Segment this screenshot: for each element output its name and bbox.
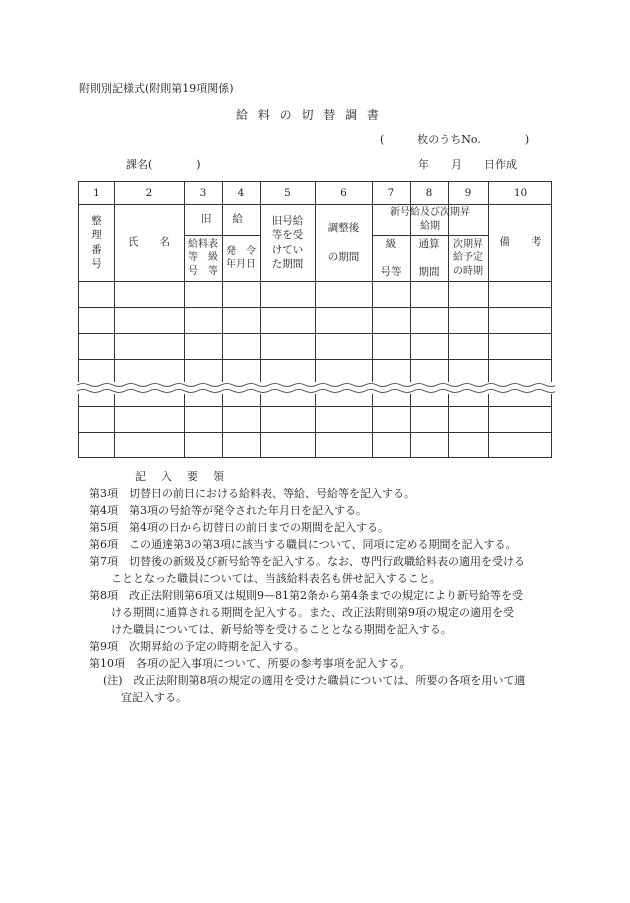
header-kyu: 旧 給	[201, 213, 243, 226]
header-biko: 備 考	[499, 236, 542, 249]
note-item: 第6項 この通達第3の第3項に該当する職員について、同項に定める期間を記入する。	[89, 538, 517, 551]
section-name: 課名( )	[126, 158, 201, 171]
col-number: 7	[387, 186, 395, 199]
note-item-cont: けた職員については、新号給等を受けることとなる期間を記入する。	[111, 623, 452, 636]
notes-heading: 記 入 要 領	[135, 470, 226, 483]
note-item: 第8項 改正法附則第6項又は規則9—81第2条から第4条までの規定により新号給等を受	[89, 589, 523, 602]
note-item-cont: ける期間に通算される期間を記入する。また、改正法附則第9項の規定の適用を受	[111, 606, 514, 619]
col-number: 5	[284, 186, 291, 199]
col-number: 3	[199, 186, 207, 199]
col-number: 8	[425, 186, 433, 199]
note-remark-cont: 宜記入する。	[121, 691, 187, 704]
header-jiki: 次期昇 給予定 の時期	[453, 238, 483, 277]
page-title: 給 料 の 切 替 調 書	[236, 108, 382, 122]
header-shimei: 氏 名	[128, 236, 170, 249]
created-date: 年 月 日作成	[418, 158, 517, 171]
note-item: 第5項 第4項の日から切替日の前日までの期間を記入する。	[89, 521, 389, 534]
note-item: 第4項 第3項の号給等が発令された年月日を記入する。	[89, 504, 367, 517]
notes-list	[89, 485, 559, 706]
note-item-cont: こととなった職員については、当該給料表名も併せ記入すること。	[111, 572, 441, 585]
header-shingokyu: 新号給及び次期昇 給期	[390, 207, 470, 232]
salary-switch-table	[78, 181, 552, 458]
header-chosei: 調整後 の期間	[327, 222, 360, 263]
note-item: 第7項 切替後の新級及び新号給等を記入する。なお、専門行政職給料表の適用を受ける	[89, 555, 525, 568]
note-item: 第10項 各項の記入事項について、所要の参考事項を記入する。	[89, 657, 411, 670]
note-remark: (注) 改正法附則第8項の規定の適用を受けた職員については、所要の各項を用いて適	[103, 674, 526, 687]
header-kyugoto: 級 号等	[380, 237, 402, 279]
col-number: 1	[93, 186, 100, 199]
col-number: 10	[513, 186, 528, 199]
header-kyuryohyo: 給料表 等 級 号 等	[188, 238, 218, 277]
header-seiri: 整 理 番 号	[91, 215, 102, 270]
col-number: 2	[145, 186, 153, 199]
note-item: 第3項 切替日の前日における給料表、等給、号給等を記入する。	[89, 487, 415, 500]
col-number: 6	[340, 186, 347, 199]
col-number: 4	[237, 186, 245, 199]
col-number: 9	[464, 186, 472, 199]
table-break	[77, 382, 553, 394]
header-hatsurei: 発 令 年月日	[226, 245, 256, 270]
header-kyugokyu: 旧号給 等を受 けてい た期間	[271, 215, 304, 270]
header-tsusan: 通算 期間	[418, 237, 440, 279]
form-label: 附則別記様式(附則第19項関係)	[79, 82, 234, 95]
sheet-number: ( 枚のうちNo. )	[380, 133, 530, 146]
note-item: 第9項 次期昇給の予定の時期を記入する。	[89, 640, 305, 653]
